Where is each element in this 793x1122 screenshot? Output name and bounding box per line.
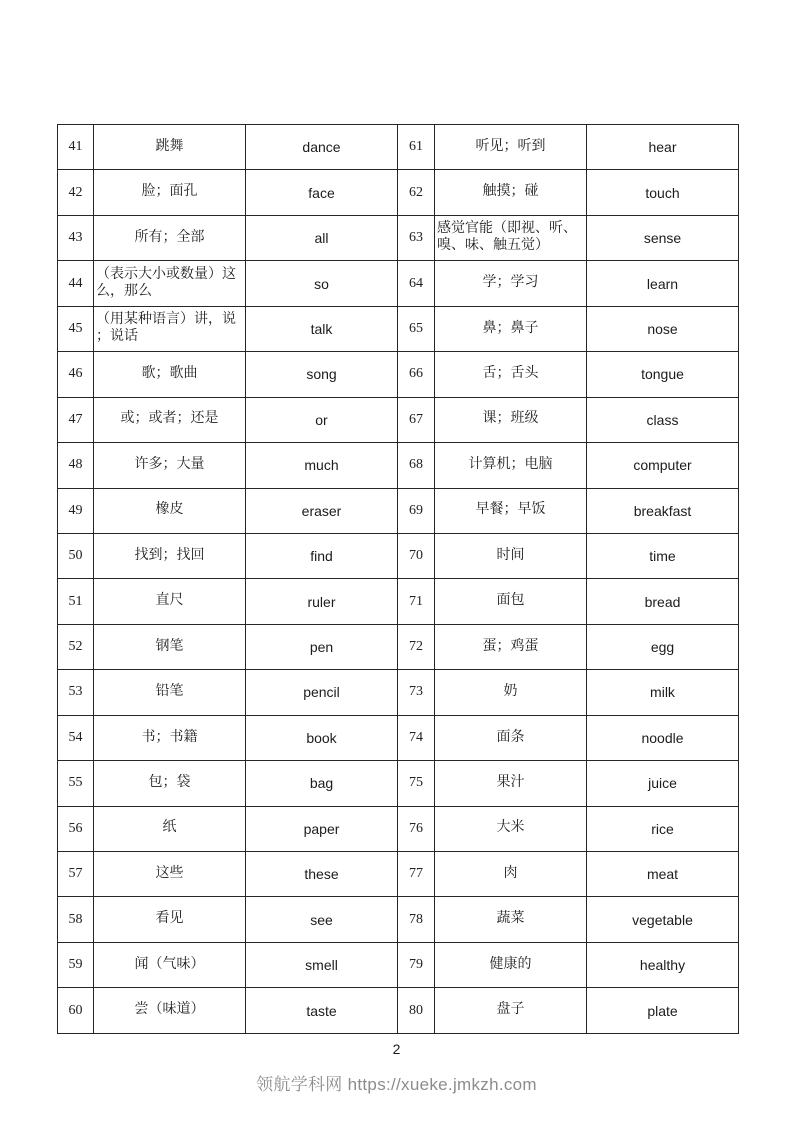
- english-word-right: juice: [587, 761, 739, 806]
- entry-number-right: 63: [398, 215, 435, 260]
- english-word-right: computer: [587, 443, 739, 488]
- table-row: [58, 852, 739, 897]
- entry-number-left: 48: [58, 443, 94, 488]
- chinese-meaning-left: 纸: [94, 806, 246, 851]
- chinese-meaning-left: 直尺: [94, 579, 246, 624]
- chinese-meaning-left: 或；或者；还是: [94, 397, 246, 442]
- english-word-left: see: [246, 897, 398, 942]
- watermark-text: 领航学科网 https://xueke.jmkzh.com: [256, 1075, 537, 1094]
- chinese-meaning-left: 钢笔: [94, 624, 246, 669]
- chinese-meaning-right: 计算机；电脑: [435, 443, 587, 488]
- english-word-left: paper: [246, 806, 398, 851]
- english-word-left: eraser: [246, 488, 398, 533]
- english-word-right: meat: [587, 852, 739, 897]
- entry-number-left: 46: [58, 352, 94, 397]
- chinese-meaning-left: 看见: [94, 897, 246, 942]
- english-word-left: or: [246, 397, 398, 442]
- chinese-meaning-left: 所有；全部: [94, 215, 246, 260]
- table-row: [58, 443, 739, 488]
- table-row: [58, 988, 739, 1033]
- chinese-meaning-left: 书；书籍: [94, 715, 246, 760]
- entry-number-right: 79: [398, 942, 435, 987]
- table-row: [58, 670, 739, 715]
- entry-number-left: 55: [58, 761, 94, 806]
- entry-number-right: 70: [398, 533, 435, 578]
- entry-number-right: 61: [398, 125, 435, 170]
- chinese-meaning-right: 蔬菜: [435, 897, 587, 942]
- entry-number-left: 52: [58, 624, 94, 669]
- entry-number-left: 59: [58, 942, 94, 987]
- table-row: [58, 306, 739, 351]
- english-word-right: tongue: [587, 352, 739, 397]
- chinese-meaning-right: 果汁: [435, 761, 587, 806]
- entry-number-left: 41: [58, 125, 94, 170]
- vocabulary-table-body: [58, 125, 739, 1034]
- english-word-right: rice: [587, 806, 739, 851]
- entry-number-right: 74: [398, 715, 435, 760]
- english-word-left: find: [246, 533, 398, 578]
- chinese-meaning-right: 时间: [435, 533, 587, 578]
- entry-number-left: 56: [58, 806, 94, 851]
- english-word-right: time: [587, 533, 739, 578]
- chinese-meaning-right: 面条: [435, 715, 587, 760]
- table-row: [58, 897, 739, 942]
- english-word-right: class: [587, 397, 739, 442]
- entry-number-left: 51: [58, 579, 94, 624]
- table-row: [58, 624, 739, 669]
- table-row: [58, 761, 739, 806]
- chinese-meaning-left: 这些: [94, 852, 246, 897]
- table-row: [58, 125, 739, 170]
- english-word-left: these: [246, 852, 398, 897]
- table-row: [58, 215, 739, 260]
- english-word-right: hear: [587, 125, 739, 170]
- chinese-meaning-right: 课；班级: [435, 397, 587, 442]
- chinese-meaning-right: 健康的: [435, 942, 587, 987]
- table-row: [58, 806, 739, 851]
- english-word-left: talk: [246, 306, 398, 351]
- english-word-left: smell: [246, 942, 398, 987]
- entry-number-left: 45: [58, 306, 94, 351]
- table-row: [58, 170, 739, 215]
- english-word-right: vegetable: [587, 897, 739, 942]
- entry-number-left: 58: [58, 897, 94, 942]
- table-row: [58, 397, 739, 442]
- entry-number-left: 57: [58, 852, 94, 897]
- table-row: [58, 261, 739, 306]
- english-word-right: touch: [587, 170, 739, 215]
- chinese-meaning-right: 感觉官能（即视、听、嗅、味、触五觉）: [435, 215, 587, 260]
- entry-number-left: 44: [58, 261, 94, 306]
- entry-number-right: 68: [398, 443, 435, 488]
- entry-number-right: 65: [398, 306, 435, 351]
- english-word-left: bag: [246, 761, 398, 806]
- entry-number-right: 78: [398, 897, 435, 942]
- entry-number-right: 80: [398, 988, 435, 1033]
- entry-number-right: 67: [398, 397, 435, 442]
- chinese-meaning-left: 歌；歌曲: [94, 352, 246, 397]
- english-word-right: nose: [587, 306, 739, 351]
- english-word-right: plate: [587, 988, 739, 1033]
- chinese-meaning-left: 橡皮: [94, 488, 246, 533]
- table-row: [58, 533, 739, 578]
- chinese-meaning-right: 舌；舌头: [435, 352, 587, 397]
- entry-number-right: 73: [398, 670, 435, 715]
- english-word-left: pencil: [246, 670, 398, 715]
- table-row: [58, 942, 739, 987]
- entry-number-left: 54: [58, 715, 94, 760]
- chinese-meaning-right: 盘子: [435, 988, 587, 1033]
- entry-number-left: 53: [58, 670, 94, 715]
- chinese-meaning-right: 触摸；碰: [435, 170, 587, 215]
- chinese-meaning-left: （用某种语言）讲，说；说话: [94, 306, 246, 351]
- entry-number-left: 42: [58, 170, 94, 215]
- entry-number-right: 66: [398, 352, 435, 397]
- entry-number-right: 72: [398, 624, 435, 669]
- entry-number-right: 76: [398, 806, 435, 851]
- chinese-meaning-right: 奶: [435, 670, 587, 715]
- entry-number-right: 64: [398, 261, 435, 306]
- entry-number-left: 60: [58, 988, 94, 1033]
- chinese-meaning-right: 肉: [435, 852, 587, 897]
- english-word-left: all: [246, 215, 398, 260]
- chinese-meaning-left: （表示大小或数量）这么，那么: [94, 261, 246, 306]
- english-word-left: ruler: [246, 579, 398, 624]
- chinese-meaning-right: 面包: [435, 579, 587, 624]
- english-word-left: face: [246, 170, 398, 215]
- english-word-left: so: [246, 261, 398, 306]
- chinese-meaning-left: 跳舞: [94, 125, 246, 170]
- english-word-right: milk: [587, 670, 739, 715]
- chinese-meaning-left: 铅笔: [94, 670, 246, 715]
- english-word-right: breakfast: [587, 488, 739, 533]
- entry-number-right: 69: [398, 488, 435, 533]
- english-word-left: pen: [246, 624, 398, 669]
- entry-number-right: 71: [398, 579, 435, 624]
- english-word-right: egg: [587, 624, 739, 669]
- chinese-meaning-right: 学；学习: [435, 261, 587, 306]
- english-word-right: learn: [587, 261, 739, 306]
- chinese-meaning-right: 听见；听到: [435, 125, 587, 170]
- entry-number-right: 62: [398, 170, 435, 215]
- entry-number-left: 49: [58, 488, 94, 533]
- english-word-right: noodle: [587, 715, 739, 760]
- chinese-meaning-left: 尝（味道）: [94, 988, 246, 1033]
- entry-number-left: 43: [58, 215, 94, 260]
- chinese-meaning-right: 大米: [435, 806, 587, 851]
- english-word-left: book: [246, 715, 398, 760]
- chinese-meaning-left: 闻（气味）: [94, 942, 246, 987]
- chinese-meaning-left: 找到；找回: [94, 533, 246, 578]
- english-word-left: much: [246, 443, 398, 488]
- table-row: [58, 715, 739, 760]
- english-word-left: dance: [246, 125, 398, 170]
- entry-number-left: 47: [58, 397, 94, 442]
- table-row: [58, 488, 739, 533]
- chinese-meaning-left: 包；袋: [94, 761, 246, 806]
- vocabulary-table: [57, 124, 739, 1034]
- entry-number-left: 50: [58, 533, 94, 578]
- entry-number-right: 75: [398, 761, 435, 806]
- english-word-left: taste: [246, 988, 398, 1033]
- chinese-meaning-right: 鼻；鼻子: [435, 306, 587, 351]
- english-word-left: song: [246, 352, 398, 397]
- table-row: [58, 352, 739, 397]
- table-row: [58, 579, 739, 624]
- chinese-meaning-right: 蛋；鸡蛋: [435, 624, 587, 669]
- entry-number-right: 77: [398, 852, 435, 897]
- english-word-right: bread: [587, 579, 739, 624]
- chinese-meaning-left: 许多；大量: [94, 443, 246, 488]
- chinese-meaning-right: 早餐；早饭: [435, 488, 587, 533]
- chinese-meaning-left: 脸；面孔: [94, 170, 246, 215]
- page-number: 2: [392, 1041, 401, 1057]
- english-word-right: healthy: [587, 942, 739, 987]
- english-word-right: sense: [587, 215, 739, 260]
